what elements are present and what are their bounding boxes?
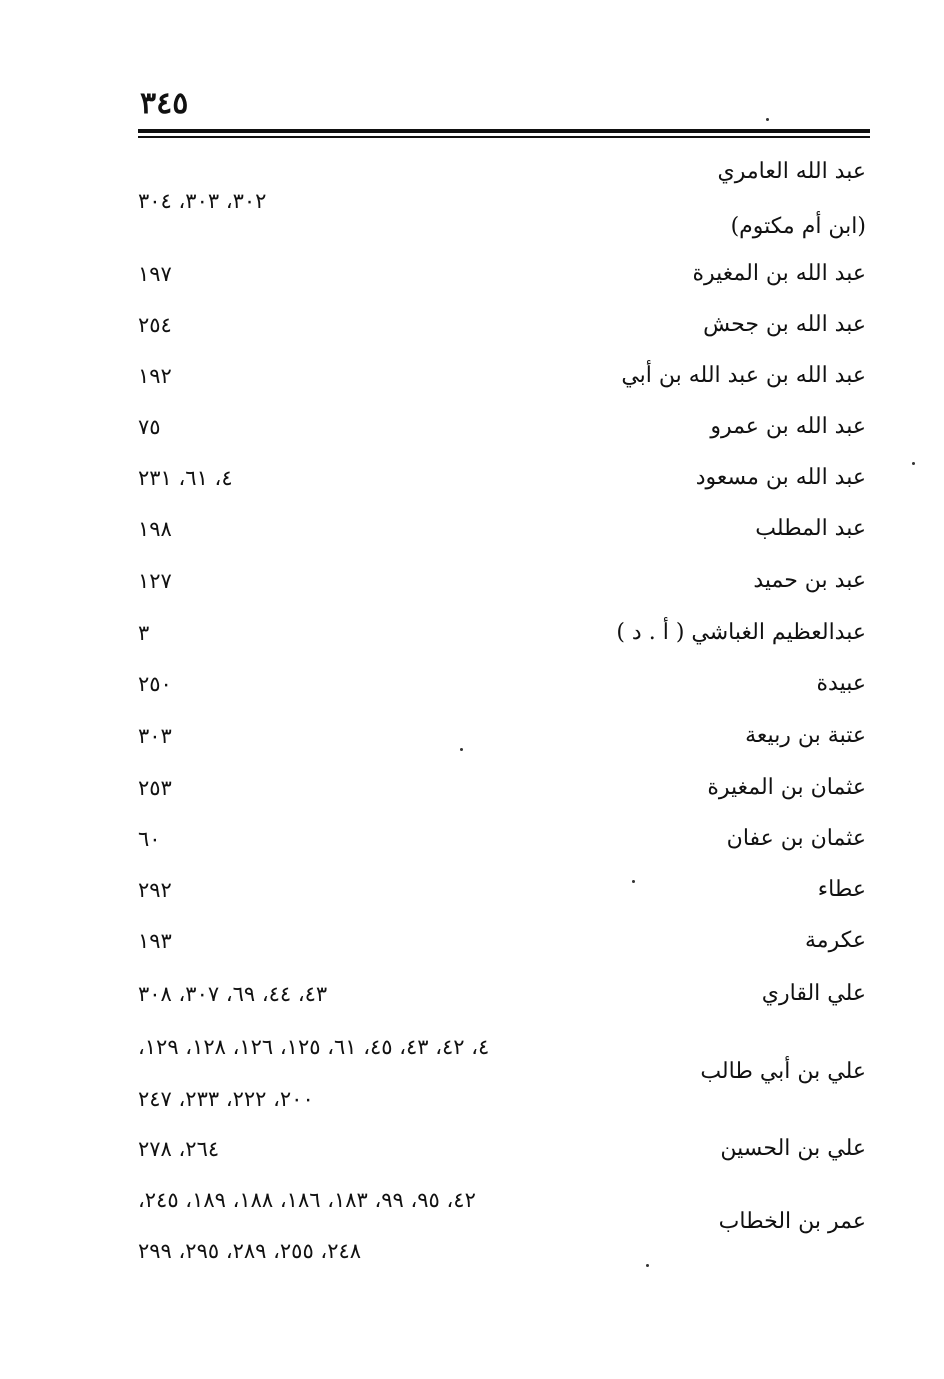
entry-name: عبدالعظيم الغباشي ( أ . د ) xyxy=(616,620,866,645)
entry-name: عبد الله بن عمرو xyxy=(710,414,866,439)
entry-name: عثمان بن عفان xyxy=(726,826,866,851)
entry-pages: ٣ xyxy=(138,621,150,645)
header-rule-thin xyxy=(138,136,870,138)
entry-pages: ٣٠٣ xyxy=(138,724,172,748)
entry-pages: ١٩٧ xyxy=(138,262,172,286)
entry-name: عبد الله بن جحش xyxy=(703,312,866,337)
scan-speck xyxy=(632,880,635,883)
entry-name: عكرمة xyxy=(805,928,866,953)
page-number: ٣٤٥ xyxy=(140,86,189,121)
entry-pages: ١٩٨ xyxy=(138,517,172,541)
entry-name: عتبة بن ربيعة xyxy=(745,723,866,748)
entry-name: عثمان بن المغيرة xyxy=(707,775,866,800)
entry-name: عبد الله بن المغيرة xyxy=(692,261,866,286)
entry-name: عطاء xyxy=(817,877,866,902)
entry-pages: ١٢٧ xyxy=(138,569,172,593)
entry-name: علي بن أبي طالب xyxy=(700,1059,866,1084)
scan-speck xyxy=(646,1264,649,1267)
scan-speck xyxy=(912,462,915,465)
entry-pages: ٢٥٤ xyxy=(138,313,172,337)
entry-pages-continued: ٢٤٨، ٢٥٥، ٢٨٩، ٢٩٥، ٢٩٩ xyxy=(138,1239,362,1263)
entry-name: عبيدة xyxy=(816,671,866,696)
entry-name: عمر بن الخطاب xyxy=(718,1209,866,1234)
header-rule-thick xyxy=(138,129,870,133)
entry-pages: ٢٦٤، ٢٧٨ xyxy=(138,1137,220,1161)
entry-pages: ٣٠٢، ٣٠٣، ٣٠٤ xyxy=(138,189,267,213)
entry-pages: ٤، ٤٢، ٤٣، ٤٥، ٦١، ١٢٥، ١٢٦، ١٢٨، ١٢٩، xyxy=(138,1035,490,1059)
entry-name: عبد بن حميد xyxy=(753,568,866,593)
entry-pages: ٤٣، ٤٤، ٦٩، ٣٠٧، ٣٠٨ xyxy=(138,982,328,1006)
entry-name: عبد الله بن عبد الله بن أبي xyxy=(621,363,866,388)
entry-name: عبد الله العامري xyxy=(717,159,866,184)
entry-pages: ١٩٣ xyxy=(138,929,172,953)
scan-speck xyxy=(460,748,463,751)
entry-name: علي القاري xyxy=(761,981,866,1006)
entry-pages: ٤، ٦١، ٢٣١ xyxy=(138,466,233,490)
entry-pages: ٢٩٢ xyxy=(138,878,172,902)
entry-name: علي بن الحسين xyxy=(720,1136,866,1161)
entry-pages: ٢٥٣ xyxy=(138,776,172,800)
entry-pages: ٦٠ xyxy=(138,827,161,851)
entry-pages: ٢٥٠ xyxy=(138,672,172,696)
entry-pages: ٧٥ xyxy=(138,415,161,439)
entry-name: عبد الله بن مسعود xyxy=(695,465,866,490)
scan-speck xyxy=(766,118,769,121)
entry-name: عبد المطلب xyxy=(755,516,866,541)
entry-name: (ابن أم مكتوم) xyxy=(730,214,866,239)
entry-pages-continued: ٢٠٠، ٢٢٢، ٢٣٣، ٢٤٧ xyxy=(138,1087,314,1111)
entry-pages: ١٩٢ xyxy=(138,364,172,388)
entry-pages: ٤٢، ٩٥، ٩٩، ١٨٣، ١٨٦، ١٨٨، ١٨٩، ٢٤٥، xyxy=(138,1188,476,1212)
